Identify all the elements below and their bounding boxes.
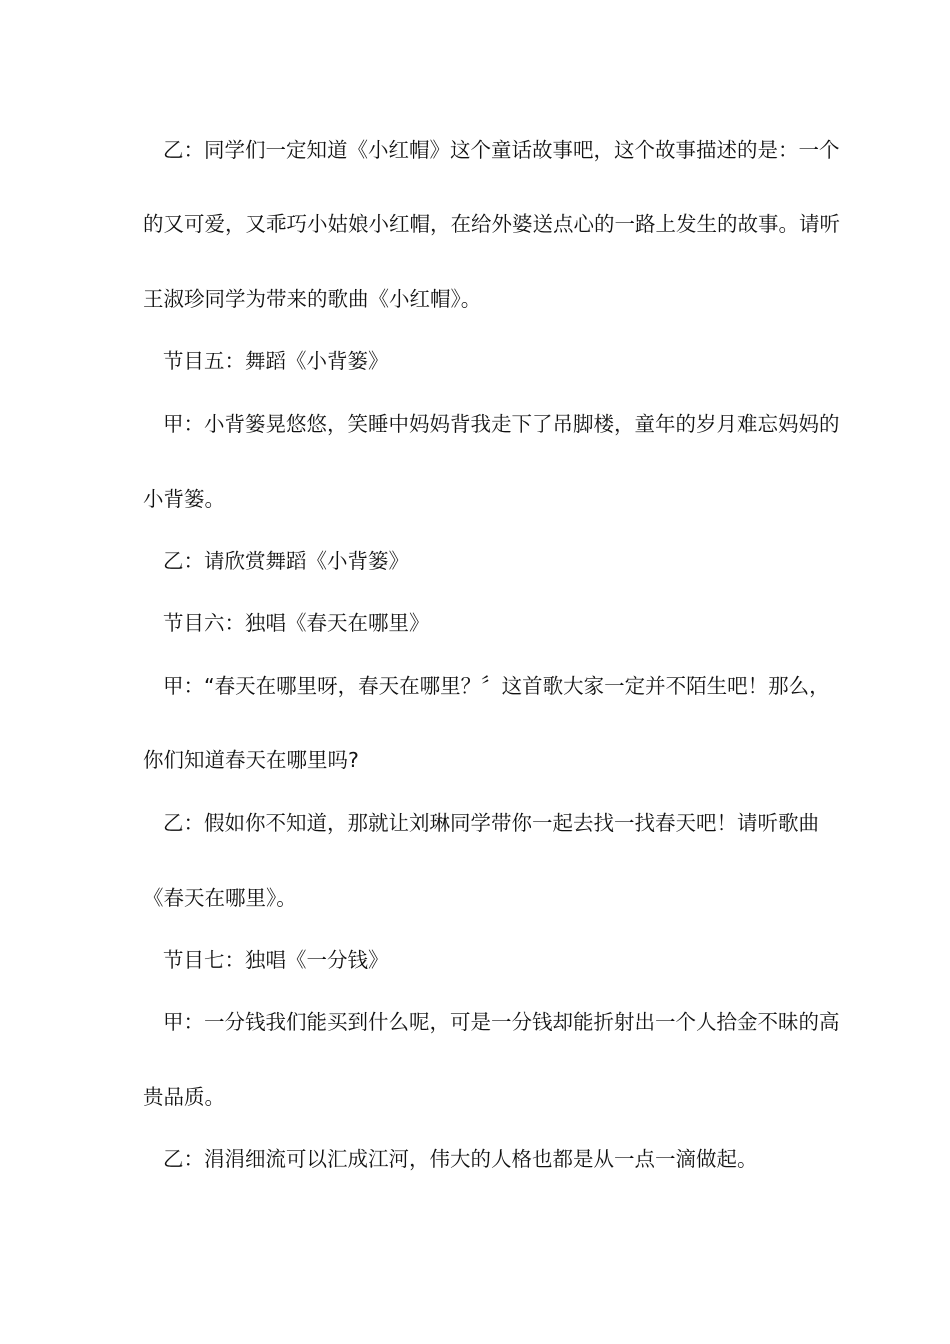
paragraph-line: 乙：请欣赏舞蹈《小背篓》 — [163, 549, 409, 573]
paragraph-line: 甲：“春天在哪里呀，春天在哪里？〞这首歌大家一定并不陌生吧！那么， — [163, 674, 830, 698]
paragraph-line: 小背篓。 — [143, 487, 225, 511]
program-heading: 节目六：独唱《春天在哪里》 — [163, 611, 430, 635]
program-heading: 节目五：舞蹈《小背篓》 — [163, 349, 389, 373]
paragraph-line: 王淑珍同学为带来的歌曲《小红帽》。 — [143, 287, 482, 311]
paragraph-line: 你们知道春天在哪里吗? — [143, 748, 359, 772]
paragraph-line: 甲：一分钱我们能买到什么呢，可是一分钱却能折射出一个人拾金不昧的高 — [163, 1010, 840, 1034]
paragraph-line: 贵品质。 — [143, 1085, 225, 1109]
program-heading: 节目七：独唱《一分钱》 — [163, 948, 389, 972]
paragraph-line: 乙：假如你不知道，那就让刘琳同学带你一起去找一找春天吧！请听歌曲 — [163, 811, 819, 835]
paragraph-line: 乙：涓涓细流可以汇成江河，伟大的人格也都是从一点一滴做起。 — [163, 1147, 758, 1171]
paragraph-line: 甲：小背篓晃悠悠，笑睡中妈妈背我走下了吊脚楼，童年的岁月难忘妈妈的 — [163, 412, 840, 436]
paragraph-line: 的又可爱，又乖巧小姑娘小红帽，在给外婆送点心的一路上发生的故事。请听 — [143, 212, 840, 236]
paragraph-line: 《春天在哪里》。 — [143, 886, 297, 910]
paragraph-line: 乙：同学们一定知道《小红帽》这个童话故事吧，这个故事描述的是：一个 — [163, 138, 840, 162]
